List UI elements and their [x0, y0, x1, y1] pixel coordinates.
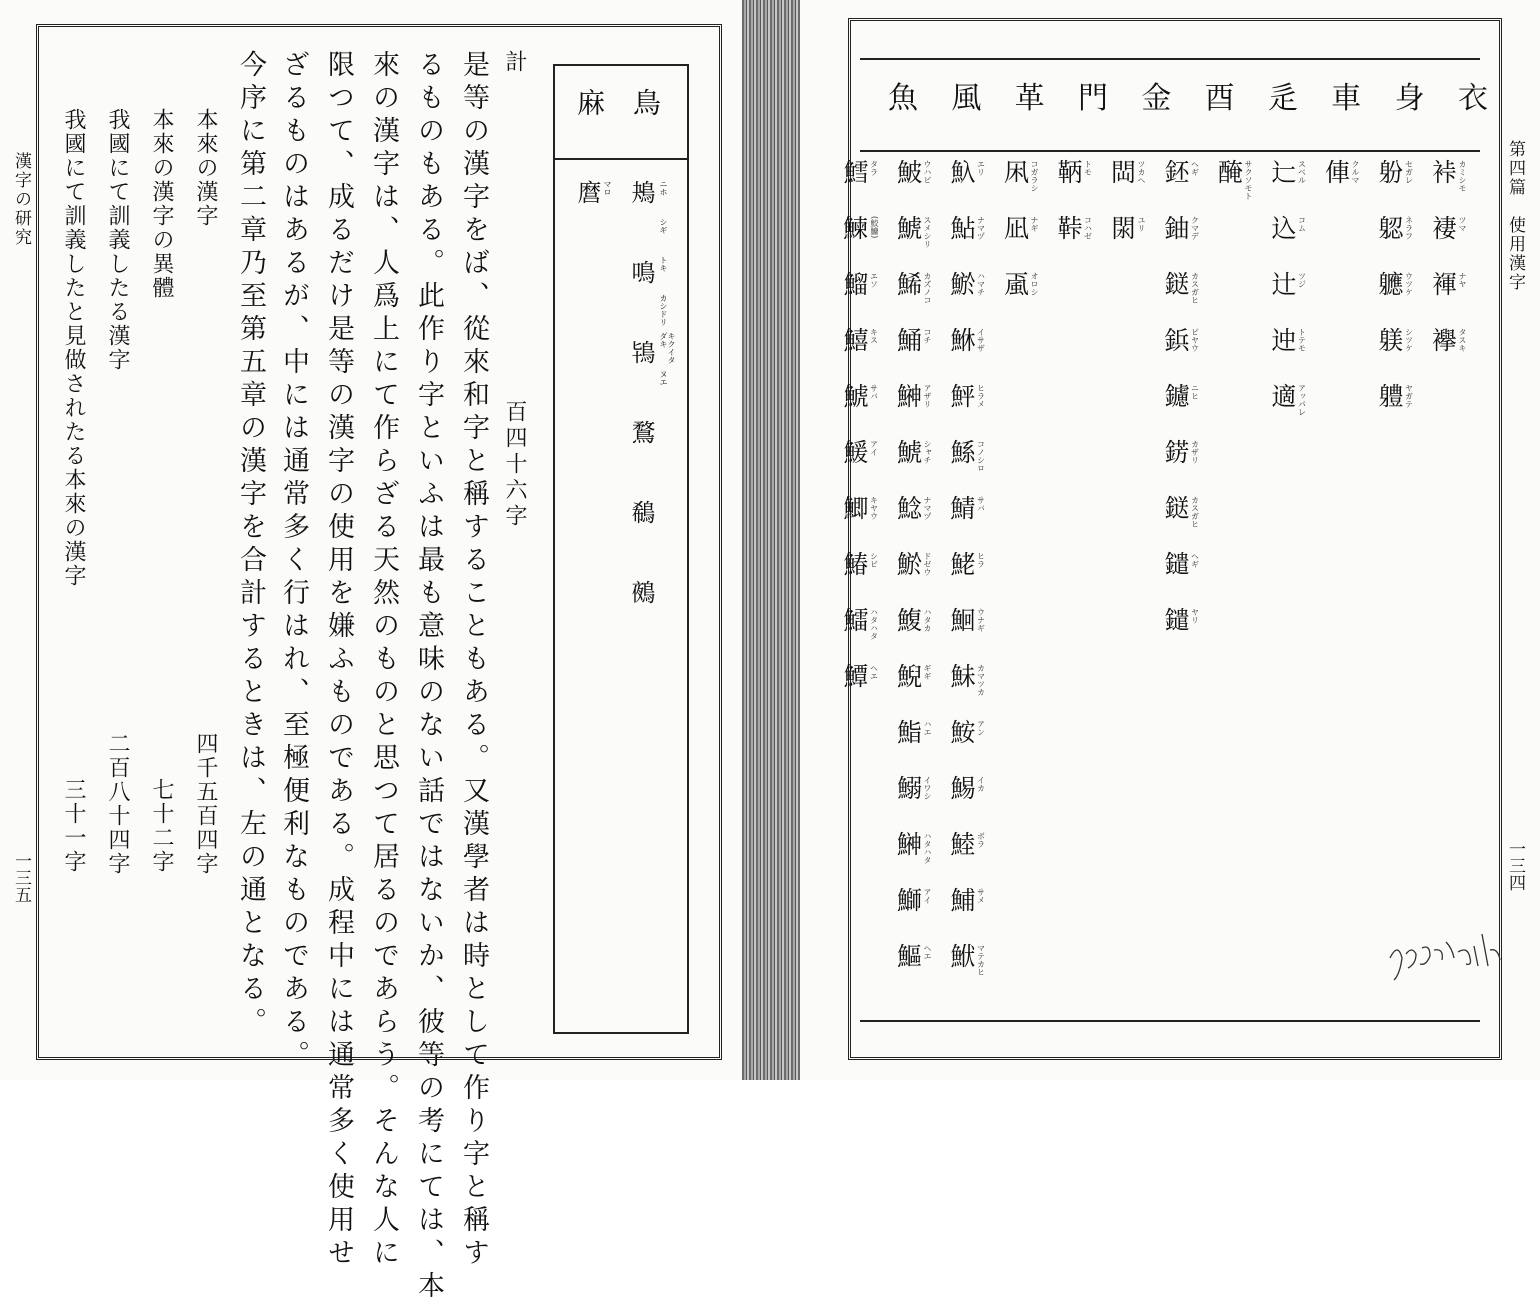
glyph: 凩 — [1003, 158, 1029, 187]
glyph-entry — [1268, 216, 1310, 272]
glyph: 鱩 — [843, 606, 869, 635]
summary-row — [106, 108, 140, 908]
summary-label: 本來の漢字 — [193, 108, 218, 228]
reading: ネラフ — [1404, 216, 1414, 240]
glyph: 適 — [1271, 382, 1297, 411]
glyph: 魞 — [950, 158, 976, 187]
reading: ウツケ — [1404, 272, 1414, 296]
reading: ツマ — [1458, 216, 1467, 232]
glyph: 鯒 — [896, 326, 922, 355]
running-header: 第四篇 使用漢字 — [1505, 140, 1525, 292]
reading: クルマ — [1351, 160, 1360, 184]
reading: ビヤウ — [1190, 328, 1200, 352]
glyph: 鞐 — [1057, 214, 1083, 243]
glyph-entry — [1161, 552, 1203, 608]
glyph-entry — [947, 160, 989, 216]
reading: シツケ — [1404, 328, 1414, 352]
glyph-entry — [1321, 160, 1363, 216]
glyph-entry — [893, 272, 935, 328]
page-number: 一三五 — [11, 852, 31, 903]
glyph: 鳴 — [627, 260, 655, 298]
glyph-entry — [1268, 160, 1310, 216]
reading: サクソモト — [1244, 160, 1253, 200]
glyph-entry — [1161, 608, 1203, 664]
reading: キヤウ — [869, 496, 879, 520]
reading: コム — [1297, 216, 1307, 232]
glyph: 鯢 — [896, 662, 922, 691]
glyph-entry — [1161, 384, 1203, 440]
reading: サメ — [976, 888, 986, 904]
glyph: 鯲 — [950, 270, 976, 299]
glyph: 凪 — [1003, 214, 1029, 243]
glyph: 鮇 — [950, 662, 976, 691]
glyph-note: (鮫鱇) — [870, 216, 879, 239]
summary-value: 三十一字 — [61, 778, 86, 874]
glyph: 鉟 — [1164, 158, 1190, 187]
glyph: 鯥 — [950, 830, 976, 859]
glyph-entry — [1161, 328, 1203, 384]
glyph-entry — [893, 160, 935, 216]
glyph-entry — [1268, 328, 1310, 384]
glyph-entry — [1428, 272, 1470, 328]
reading: アン — [976, 720, 986, 736]
glyph: 鮲 — [950, 942, 976, 971]
glyph-entry — [1268, 272, 1310, 328]
glyph: 鮎 — [950, 214, 976, 243]
glyph-entry — [893, 832, 935, 888]
glyph-entry — [893, 384, 935, 440]
glyph: 躵 — [1378, 214, 1404, 243]
reading: コノシロ — [976, 440, 986, 472]
glyph-column — [1428, 160, 1470, 384]
reading: アッパレ — [1297, 384, 1307, 416]
bottom-rule — [860, 1020, 1480, 1022]
glyph: 鯆 — [950, 886, 976, 915]
glyph-column — [840, 160, 882, 720]
reading: ハタハタ — [869, 608, 879, 640]
reading: ドゼウ — [923, 552, 932, 576]
glyph: 軈 — [1378, 270, 1404, 299]
glyph-column — [1321, 160, 1363, 216]
glyph-entry — [947, 328, 989, 384]
glyph-entry — [1000, 216, 1042, 272]
reading: トテモ — [1297, 328, 1307, 352]
radical-heading-hemp: 麻 — [573, 88, 606, 116]
glyph-entry — [840, 440, 882, 496]
glyph: 鮍 — [896, 158, 922, 187]
reading: ニホ — [659, 180, 668, 196]
reading: ユリ — [1137, 216, 1146, 232]
glyph: 裃 — [1431, 158, 1457, 187]
glyph: 鰰 — [896, 382, 922, 411]
reading: ヤリ — [1190, 608, 1200, 624]
summary-label: 本來の漢字の異體 — [149, 108, 174, 300]
glyph: 颪 — [1003, 270, 1029, 299]
glyph-column — [893, 160, 935, 1000]
glyph-entry — [893, 888, 935, 944]
glyph-entry — [1428, 160, 1470, 216]
glyph: 鑓 — [1164, 606, 1190, 635]
top-rule — [860, 58, 1480, 60]
right-page — [800, 0, 1540, 1080]
handwritten-annotation — [1386, 924, 1506, 988]
glyph-entry — [947, 720, 989, 776]
glyph-entry — [840, 384, 882, 440]
glyph-entry — [947, 384, 989, 440]
radical-heading: 魚 — [888, 81, 918, 116]
example-box — [553, 64, 689, 1034]
glyph-entry — [893, 664, 935, 720]
glyph: 鎹 — [1164, 270, 1190, 299]
summary-value: 七十二字 — [149, 778, 174, 874]
glyph-entry — [1428, 328, 1470, 384]
glyph-entry — [1107, 216, 1149, 272]
glyph: 鯱 — [896, 214, 922, 243]
glyph-entry — [947, 272, 989, 328]
reading: シャチ — [923, 440, 932, 464]
glyph-entry — [1000, 272, 1042, 328]
paragraph-line: 限つて、成るだけ是等の漢字の使用を嫌ふものである。成程中には通常多く使用せ — [323, 50, 354, 1271]
glyph-entry — [1054, 216, 1096, 272]
glyph: 鵗 — [627, 500, 655, 538]
reading: ナギ — [1030, 216, 1039, 232]
reading: ヘエ — [923, 944, 932, 960]
reading: シギ — [659, 218, 668, 234]
glyph: 迚 — [1271, 326, 1297, 355]
paragraph-line: 是等の漢字をば、從來和字と稱することもある。又漢學者は時として作り字と稱す — [458, 50, 489, 1271]
glyph: 襷 — [1431, 326, 1457, 355]
reading: サバ — [869, 384, 879, 400]
reading: ヌエ — [659, 370, 668, 386]
glyph: 鯱 — [896, 438, 922, 467]
radical-heading-bird: 鳥 — [629, 88, 662, 116]
glyph-entry — [947, 608, 989, 664]
glyph-entry — [893, 944, 935, 1000]
radical-heading: 車 — [1331, 81, 1362, 116]
reading: セガレ — [1404, 160, 1414, 184]
radical-heading: 辵 — [1267, 81, 1298, 116]
reading: アザリ — [923, 384, 932, 408]
glyph: 褄 — [1431, 214, 1457, 243]
reading: カスガヒ — [1190, 496, 1200, 528]
total-line — [503, 50, 533, 1010]
glyph: 麿 — [573, 180, 601, 218]
reading: ボラ — [976, 832, 986, 848]
reading: スメシリ — [923, 216, 932, 248]
reading: ウハビ — [923, 160, 932, 184]
glyph: 鰆 — [843, 550, 869, 579]
glyph-entry — [1161, 272, 1203, 328]
summary-row — [194, 108, 228, 908]
glyph-entry — [1375, 160, 1417, 216]
bird-glyph-list — [629, 180, 653, 618]
glyph: 鴂 — [627, 180, 655, 218]
glyph: 鱚 — [843, 326, 869, 355]
bird-reading-list — [659, 180, 675, 408]
glyph-entry — [1375, 272, 1417, 328]
glyph-entry — [1107, 160, 1149, 216]
glyph-entry — [1161, 496, 1203, 552]
reading: ナマヅ — [923, 496, 932, 520]
reading: カズノコ — [923, 272, 932, 304]
glyph: 俥 — [1324, 158, 1350, 187]
glyph-entry — [947, 496, 989, 552]
glyph: 鈾 — [1164, 214, 1190, 243]
glyph: 鰒 — [896, 606, 922, 635]
glyph-column — [1375, 160, 1417, 440]
reading: ウナギ — [976, 608, 986, 632]
glyph-entry — [840, 272, 882, 328]
reading: カマツカ — [976, 664, 986, 696]
reading: トモ — [1083, 160, 1093, 176]
paragraph-line: ざるものはあるが、中には通常多く行はれ、至極便利なものである。 — [278, 50, 309, 1073]
glyph-entry — [893, 440, 935, 496]
glyph-entry — [947, 832, 989, 888]
glyph: 鮟 — [950, 718, 976, 747]
glyph: 鶩 — [627, 420, 655, 458]
reading: ヘギ — [1190, 160, 1200, 176]
reading: ヘギ — [1190, 552, 1200, 568]
glyph: 鴇 — [627, 340, 655, 378]
glyph-entry — [947, 888, 989, 944]
glyph: 躮 — [1378, 158, 1404, 187]
hemp-reading: マロ — [603, 180, 612, 196]
glyph: 辷 — [1271, 158, 1297, 187]
reading: カザリ — [1190, 440, 1200, 464]
reading: タラ — [869, 160, 879, 176]
glyph-entry — [947, 944, 989, 1000]
glyph-column — [1268, 160, 1310, 440]
glyph-column — [1214, 160, 1256, 216]
glyph-entry — [1000, 160, 1042, 216]
glyph-entry — [1375, 384, 1417, 440]
reading: イカ — [976, 776, 986, 792]
glyph-entry — [1161, 440, 1203, 496]
glyph-entry — [947, 440, 989, 496]
glyph-entry — [947, 664, 989, 720]
glyph-entry — [893, 552, 935, 608]
glyph: 鯑 — [896, 270, 922, 299]
glyph: 鎹 — [1164, 494, 1190, 523]
glyph: 鋲 — [1164, 326, 1190, 355]
reading: ツカヘ — [1137, 160, 1146, 184]
glyph: 鯽 — [843, 494, 869, 523]
summary-value: 二百八十四字 — [105, 732, 130, 876]
glyph-column — [1000, 160, 1042, 328]
summary-value: 四千五百四字 — [193, 732, 218, 876]
book-gutter — [742, 0, 800, 1080]
glyph-column — [947, 160, 989, 1000]
reading: カスガヒ — [1190, 272, 1200, 304]
hemp-glyph-list — [575, 180, 599, 218]
reading: スベル — [1297, 160, 1307, 184]
glyph: 躾 — [1378, 326, 1404, 355]
glyph-entry — [947, 216, 989, 272]
reading: ヤガテ — [1404, 384, 1414, 408]
glyph: 鱈 — [843, 158, 869, 187]
glyph: 閊 — [1110, 158, 1136, 187]
glyph-entry — [840, 328, 882, 384]
summary-label: 我國にて訓義したる漢字 — [105, 108, 130, 372]
reading: クマデ — [1190, 216, 1200, 240]
reading: カミシモ — [1458, 160, 1467, 192]
reading: ハタハタ — [923, 832, 932, 864]
glyph: 褌 — [1431, 270, 1457, 299]
reading: トキ — [659, 256, 668, 272]
reading: ハエ — [923, 720, 932, 736]
glyph: 込 — [1271, 214, 1297, 243]
glyph: 鮨 — [896, 718, 922, 747]
glyph-entry — [1214, 160, 1256, 216]
box-divider — [555, 158, 687, 160]
summary-label: 我國にて訓義したと見做されたる本來の漢字 — [61, 108, 86, 588]
reading: ツジ — [1297, 272, 1307, 288]
glyph: 鯱 — [843, 382, 869, 411]
glyph: 鑓 — [1164, 550, 1190, 579]
reading: コガラシ — [1030, 160, 1039, 192]
summary-row — [62, 108, 96, 908]
radical-rule — [860, 150, 1480, 152]
glyph-entry — [893, 496, 935, 552]
glyph: 鰊 — [842, 214, 868, 243]
radical-heading: 門 — [1077, 81, 1108, 116]
glyph: 鯀 — [950, 438, 976, 467]
glyph-entry — [840, 496, 882, 552]
glyph-entry — [840, 608, 882, 664]
glyph: 鰤 — [896, 886, 922, 915]
glyph-entry — [840, 664, 882, 720]
glyph-entry — [893, 608, 935, 664]
radical-heading: 革 — [1014, 81, 1045, 116]
radical-heading: 衣 — [1457, 81, 1488, 116]
paragraph-line: 今序に第二章乃至第五章の漢字を合計するときは、左の通となる。 — [235, 50, 266, 1040]
reading: ギギ — [923, 664, 932, 680]
radical-heading: 身 — [1394, 81, 1425, 116]
reading: ハマチ — [976, 272, 986, 296]
glyph: 鰡 — [843, 270, 869, 299]
glyph-column — [1054, 160, 1096, 272]
glyph: 鰸 — [896, 942, 922, 971]
radical-heading: 酉 — [1204, 81, 1235, 116]
glyph-column — [1107, 160, 1149, 272]
glyph-entry — [893, 216, 935, 272]
glyph: 鯲 — [896, 550, 922, 579]
glyph: 閖 — [1110, 214, 1136, 243]
reading: ニヒ — [1190, 384, 1200, 400]
reading: マテカヒ — [976, 944, 986, 976]
reading: エリ — [976, 160, 986, 176]
glyph: 錺 — [1164, 438, 1190, 467]
total-label: 計 — [502, 50, 527, 72]
glyph-entry — [947, 552, 989, 608]
radical-heading: 風 — [951, 81, 982, 116]
running-header: 漢字の研究 — [11, 152, 31, 247]
glyph-entry — [1375, 216, 1417, 272]
glyph: 鰯 — [896, 774, 922, 803]
reading: タスキ — [1458, 328, 1467, 352]
glyph-entry — [947, 776, 989, 832]
glyph-entry — [840, 216, 882, 272]
glyph: 辻 — [1271, 270, 1297, 299]
reading: キス — [869, 328, 879, 344]
reading: ナヤ — [1458, 272, 1467, 288]
glyph: 鯣 — [950, 774, 976, 803]
glyph: 鱏 — [843, 662, 869, 691]
glyph: 鯖 — [950, 494, 976, 523]
reading: イサザ — [976, 328, 986, 352]
reading: シビ — [869, 552, 879, 568]
reading: ヒラメ — [976, 384, 986, 408]
radical-heading: 金 — [1141, 81, 1172, 116]
glyph: 鮃 — [950, 382, 976, 411]
glyph: 鮴 — [950, 326, 976, 355]
glyph: 鰀 — [843, 438, 869, 467]
reading: イワシ — [923, 776, 932, 800]
glyph: 軆 — [1378, 382, 1404, 411]
paragraph-line: るものもある。此作り字といふは最も意味のない話ではないか、彼等の考にては、本 — [413, 50, 444, 1304]
glyph-entry — [1161, 216, 1203, 272]
reading: ナマヅ — [976, 216, 986, 240]
reading: ヒラ — [976, 552, 986, 568]
glyph: 鵺 — [627, 580, 655, 618]
reading: アイ — [923, 888, 932, 904]
reading: ハタカ — [923, 608, 932, 632]
paragraph-line: 來の漢字は、人爲上にて作らざる天然のものと思つて居るのであらう。そんな人に — [368, 50, 399, 1271]
reading: ヘエ — [869, 664, 879, 680]
glyph-entry — [893, 720, 935, 776]
total-value: 百四十六字 — [502, 400, 527, 530]
reading: アイ — [869, 440, 879, 456]
glyph-entry — [840, 160, 882, 216]
glyph-entry — [893, 776, 935, 832]
glyph: 鑢 — [1164, 382, 1190, 411]
glyph-entry — [1375, 328, 1417, 384]
glyph-entry — [1161, 160, 1203, 216]
reading: コハゼ — [1083, 216, 1093, 240]
radical-heading-row — [888, 81, 1488, 116]
summary-row — [150, 108, 184, 908]
left-page — [0, 0, 742, 1304]
glyph: 鮰 — [950, 606, 976, 635]
glyph: 鰰 — [896, 830, 922, 859]
reading: カシドリ — [659, 294, 668, 326]
reading: キクイタダキ — [659, 332, 676, 364]
reading: オロシ — [1030, 272, 1039, 296]
reading: コチ — [923, 328, 932, 344]
glyph-entry — [1268, 384, 1310, 440]
glyph-entry — [1054, 160, 1096, 216]
glyph-entry — [893, 328, 935, 384]
glyph: 鞆 — [1057, 158, 1083, 187]
glyph-entry — [1428, 216, 1470, 272]
glyph: 醃 — [1217, 158, 1243, 187]
glyph-column — [1161, 160, 1203, 664]
glyph-entry — [840, 552, 882, 608]
page-number: 一三四 — [1505, 840, 1525, 891]
reading: エソ — [869, 272, 879, 288]
glyph: 鮱 — [950, 550, 976, 579]
glyph: 鯰 — [896, 494, 922, 523]
reading: サバ — [976, 496, 986, 512]
